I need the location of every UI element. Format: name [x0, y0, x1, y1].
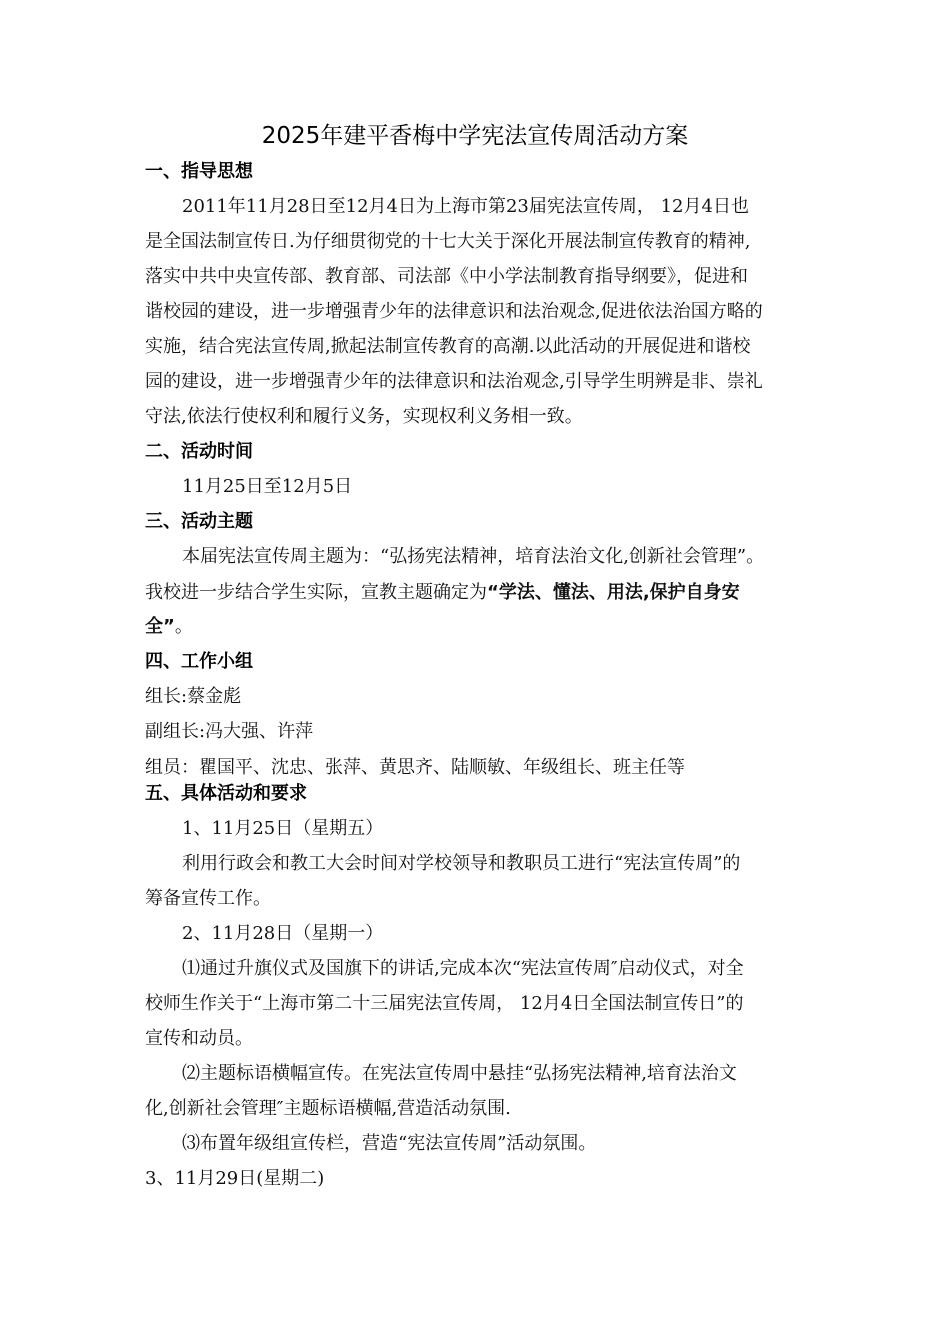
group-members: 组员：瞿国平、沈忠、张萍、黄思齐、陆顺敏、年级组长、班主任等	[145, 757, 685, 778]
paragraph-line: ⑵主题标语横幅宣传。在宪法宣传周中悬挂“弘扬宪法精神,培育法治文	[182, 1063, 737, 1084]
theme-line	[145, 576, 740, 610]
activity-time-text: 11月25日至12月5日	[182, 476, 353, 497]
group-leader: 组长:蔡金彪	[145, 686, 242, 707]
paragraph-line: 2011年11月28日至12月4日为上海市第23届宪法宣传周， 12月4日也	[182, 196, 749, 217]
section-heading-work-group: 四、工作小组	[145, 651, 253, 672]
paragraph-line: ⑴通过升旗仪式及国旗下的讲话,完成本次“宪法宣传周″启动仪式，对全	[182, 958, 744, 979]
activity-item-title: 2、11月28日（星期一）	[182, 923, 384, 944]
paragraph-line: 实施，结合宪法宣传周,掀起法制宣传教育的高潮.以此活动的开展促进和谐校	[145, 336, 751, 357]
paragraph-line: 谐校园的建设，进一步增强青少年的法律意识和法治观念,促进依法治国方略的	[145, 301, 763, 322]
document-title: 2025年建平香梅中学宪法宣传周活动方案	[261, 123, 689, 149]
theme-line: 本届宪法宣传周主题为：“弘扬宪法精神，培育法治文化,创新社会管理”。	[182, 546, 765, 567]
paragraph-line: 筹备宣传工作。	[145, 888, 271, 909]
theme-plain-text: 我校进一步结合学生实际，宣教主题确定为	[145, 582, 487, 603]
theme-plain-text: 。	[174, 616, 193, 637]
paragraph-line: 宣传和动员。	[145, 1028, 253, 1049]
activity-item-title: 1、11月25日（星期五）	[182, 818, 384, 839]
group-deputy-leader: 副组长:冯大强、许萍	[145, 721, 314, 742]
paragraph-line: 是全国法制宣传日.为仔细贯彻党的十七大关于深化开展法制宣传教育的精神,	[145, 231, 751, 252]
paragraph-line: 化,创新社会管理″主题标语横幅,营造活动氛围.	[145, 1098, 511, 1119]
paragraph-line: 利用行政会和教工大会时间对学校领导和教职员工进行“宪法宣传周”的	[182, 853, 741, 874]
paragraph-line: 守法,依法行使权利和履行义务，实现权利义务相一致。	[145, 406, 583, 427]
paragraph-line: 园的建设，进一步增强青少年的法律意识和法治观念,引导学生明辨是非、崇礼	[145, 371, 763, 392]
section-heading-activity-time: 二、活动时间	[145, 441, 253, 462]
section-heading-activity-theme: 三、活动主题	[145, 511, 253, 532]
theme-bold-text: 全”	[145, 616, 175, 637]
paragraph-line: ⑶布置年级组宣传栏，营造“宪法宣传周”活动氛围。	[182, 1133, 597, 1154]
section-heading-guiding-ideology: 一、指导思想	[145, 161, 253, 182]
paragraph-line: 校师生作关于“上海市第二十三届宪法宣传周， 12月4日全国法制宣传日”的	[145, 993, 744, 1014]
paragraph-line: 落实中共中央宣传部、教育部、司法部《中小学法制教育指导纲要》，促进和	[145, 266, 748, 287]
theme-line	[145, 610, 193, 644]
theme-bold-text: “学法、懂法、用法,保护自身安	[487, 582, 740, 603]
section-heading-activities: 五、具体活动和要求	[145, 783, 307, 804]
activity-item-title: 3、11月29日(星期二)	[145, 1168, 325, 1189]
